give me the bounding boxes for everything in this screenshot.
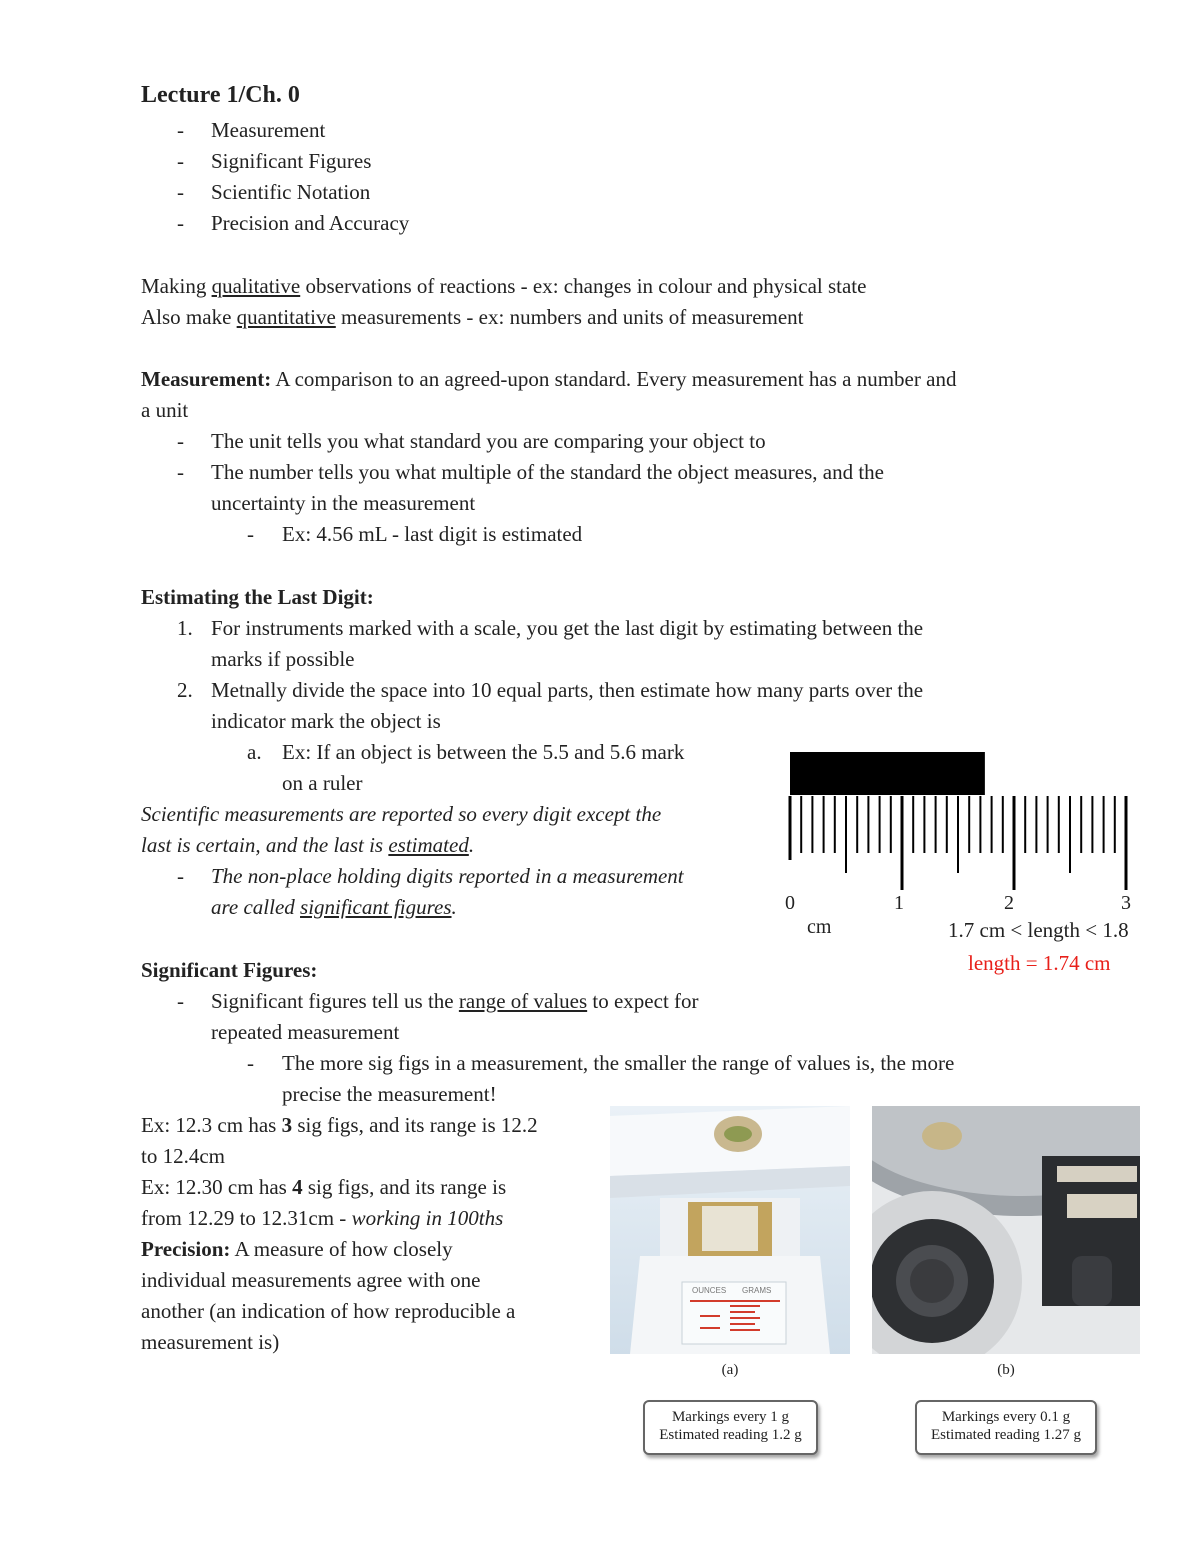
measurement-sub-bullet: Ex: 4.56 mL - last digit is estimated (282, 522, 583, 546)
sigfigs-example-1: Ex: 12.3 cm has 3 sig figs, and its range is 12.2 (141, 1113, 538, 1137)
sigfigs-heading: Significant Figures: (141, 958, 318, 982)
topic-item: Significant Figures (211, 149, 372, 173)
sigfigs-example-2: Ex: 12.30 cm has 4 sig figs, and its range is (141, 1175, 507, 1199)
caption-b: (b) (997, 1362, 1015, 1378)
measurement-definition-cont: a unit (141, 398, 189, 422)
sigfigs-example-2-cont: from 12.29 to 12.31cm - working in 100ths (141, 1206, 504, 1230)
sigfig-definition-cont: are called significant figures. (211, 895, 457, 919)
precision-definition: Precision: A measure of how closely (141, 1237, 453, 1261)
qualitative-line: Making qualitative observations of reactions - ex: changes in colour and physical state (141, 274, 867, 298)
topic-item: Measurement (211, 118, 326, 142)
bullet-dash: - (177, 989, 184, 1013)
measurement-bullet: The number tells you what multiple of the standard the object measures, and the (211, 460, 884, 484)
bullet-dash: - (247, 1051, 254, 1075)
estimating-item: For instruments marked with a scale, you get the last digit by estimating between the (211, 616, 924, 640)
list-letter: a. (247, 740, 262, 764)
bullet-dash: - (177, 211, 184, 235)
ruler-result-text: length = 1.74 cm (968, 951, 1111, 975)
reading-box-a (643, 1400, 818, 1455)
ruler-label-1: 1 (894, 892, 904, 914)
scale-label-grams: GRAMS (742, 1286, 772, 1295)
list-number: 1. (177, 616, 193, 640)
bullet-dash: - (177, 180, 184, 204)
ruler-label-0: 0 (785, 892, 795, 914)
page-title: Lecture 1/Ch. 0 (141, 82, 300, 108)
bullet-dash: - (177, 460, 184, 484)
caption-a: (a) (721, 1362, 739, 1378)
estimating-item: Metnally divide the space into 10 equal parts, then estimate how many parts over the (211, 678, 924, 702)
ruler-ticks (801, 796, 1126, 890)
bullet-dash: - (177, 149, 184, 173)
ruler-label-3: 3 (1121, 892, 1131, 914)
scale-label-ounces: OUNCES (692, 1286, 727, 1295)
measured-object-bar (790, 752, 985, 795)
list-number: 2. (177, 678, 193, 702)
quantitative-line: Also make quantitative measurements - ex: numbers and units of measurement (141, 305, 804, 329)
ruler-figure (785, 748, 1160, 978)
balance-photo-b (872, 1106, 1140, 1354)
balance-photo-a (610, 1106, 850, 1354)
ruler-diagram (785, 748, 1160, 978)
precision-definition-cont: another (an indication of how reproducible a (141, 1299, 516, 1323)
bullet-dash: - (177, 429, 184, 453)
reading-box-a-markings: Markings every 1 g (671, 1409, 790, 1425)
reading-box-b-estimate: Estimated reading 1.27 g (931, 1427, 1081, 1443)
estimating-sub-item-cont: on a ruler (282, 771, 363, 795)
precision-definition-cont: measurement is) (141, 1330, 280, 1354)
estimating-item-cont: marks if possible (211, 647, 355, 671)
measurement-bullet: The unit tells you what standard you are comparing your object to (211, 429, 766, 453)
italic-note: Scientific measurements are reported so every digit except the (141, 802, 662, 826)
reading-box-b (915, 1400, 1097, 1455)
sigfig-definition: The non-place holding digits reported in a measurement (211, 864, 684, 888)
topic-item: Scientific Notation (211, 180, 371, 204)
sigfigs-example-1-cont: to 12.4cm (141, 1144, 225, 1168)
bullet-dash: - (177, 864, 184, 888)
measurement-bullet-cont: uncertainty in the measurement (211, 491, 476, 515)
measurement-definition: Measurement: A comparison to an agreed-upon standard. Every measurement has a number and (141, 367, 957, 391)
sigfigs-sub-bullet-cont: precise the measurement! (282, 1082, 497, 1106)
sigfigs-sub-bullet: The more sig figs in a measurement, the smaller the range of values is, the more (282, 1051, 955, 1075)
ruler-unit: cm (807, 916, 832, 938)
ruler-label-2: 2 (1004, 892, 1014, 914)
bullet-dash: - (247, 522, 254, 546)
reading-box-a-estimate: Estimated reading 1.2 g (659, 1427, 802, 1443)
precision-definition-cont: individual measurements agree with one (141, 1268, 481, 1292)
topic-item: Precision and Accuracy (211, 211, 410, 235)
ruler-range-text: 1.7 cm < length < 1.8 (948, 918, 1129, 942)
bullet-dash: - (177, 118, 184, 142)
reading-box-b-markings: Markings every 0.1 g (941, 1409, 1071, 1425)
sigfigs-bullet: Significant figures tell us the range of values to expect for (211, 989, 699, 1013)
estimating-sub-item: Ex: If an object is between the 5.5 and 5.6 mark (282, 740, 685, 764)
italic-note-cont: last is certain, and the last is estimated. (141, 833, 475, 857)
estimating-item-cont: indicator mark the object is (211, 709, 441, 733)
sigfigs-bullet-cont: repeated measurement (211, 1020, 400, 1044)
estimating-heading: Estimating the Last Digit: (141, 585, 374, 609)
